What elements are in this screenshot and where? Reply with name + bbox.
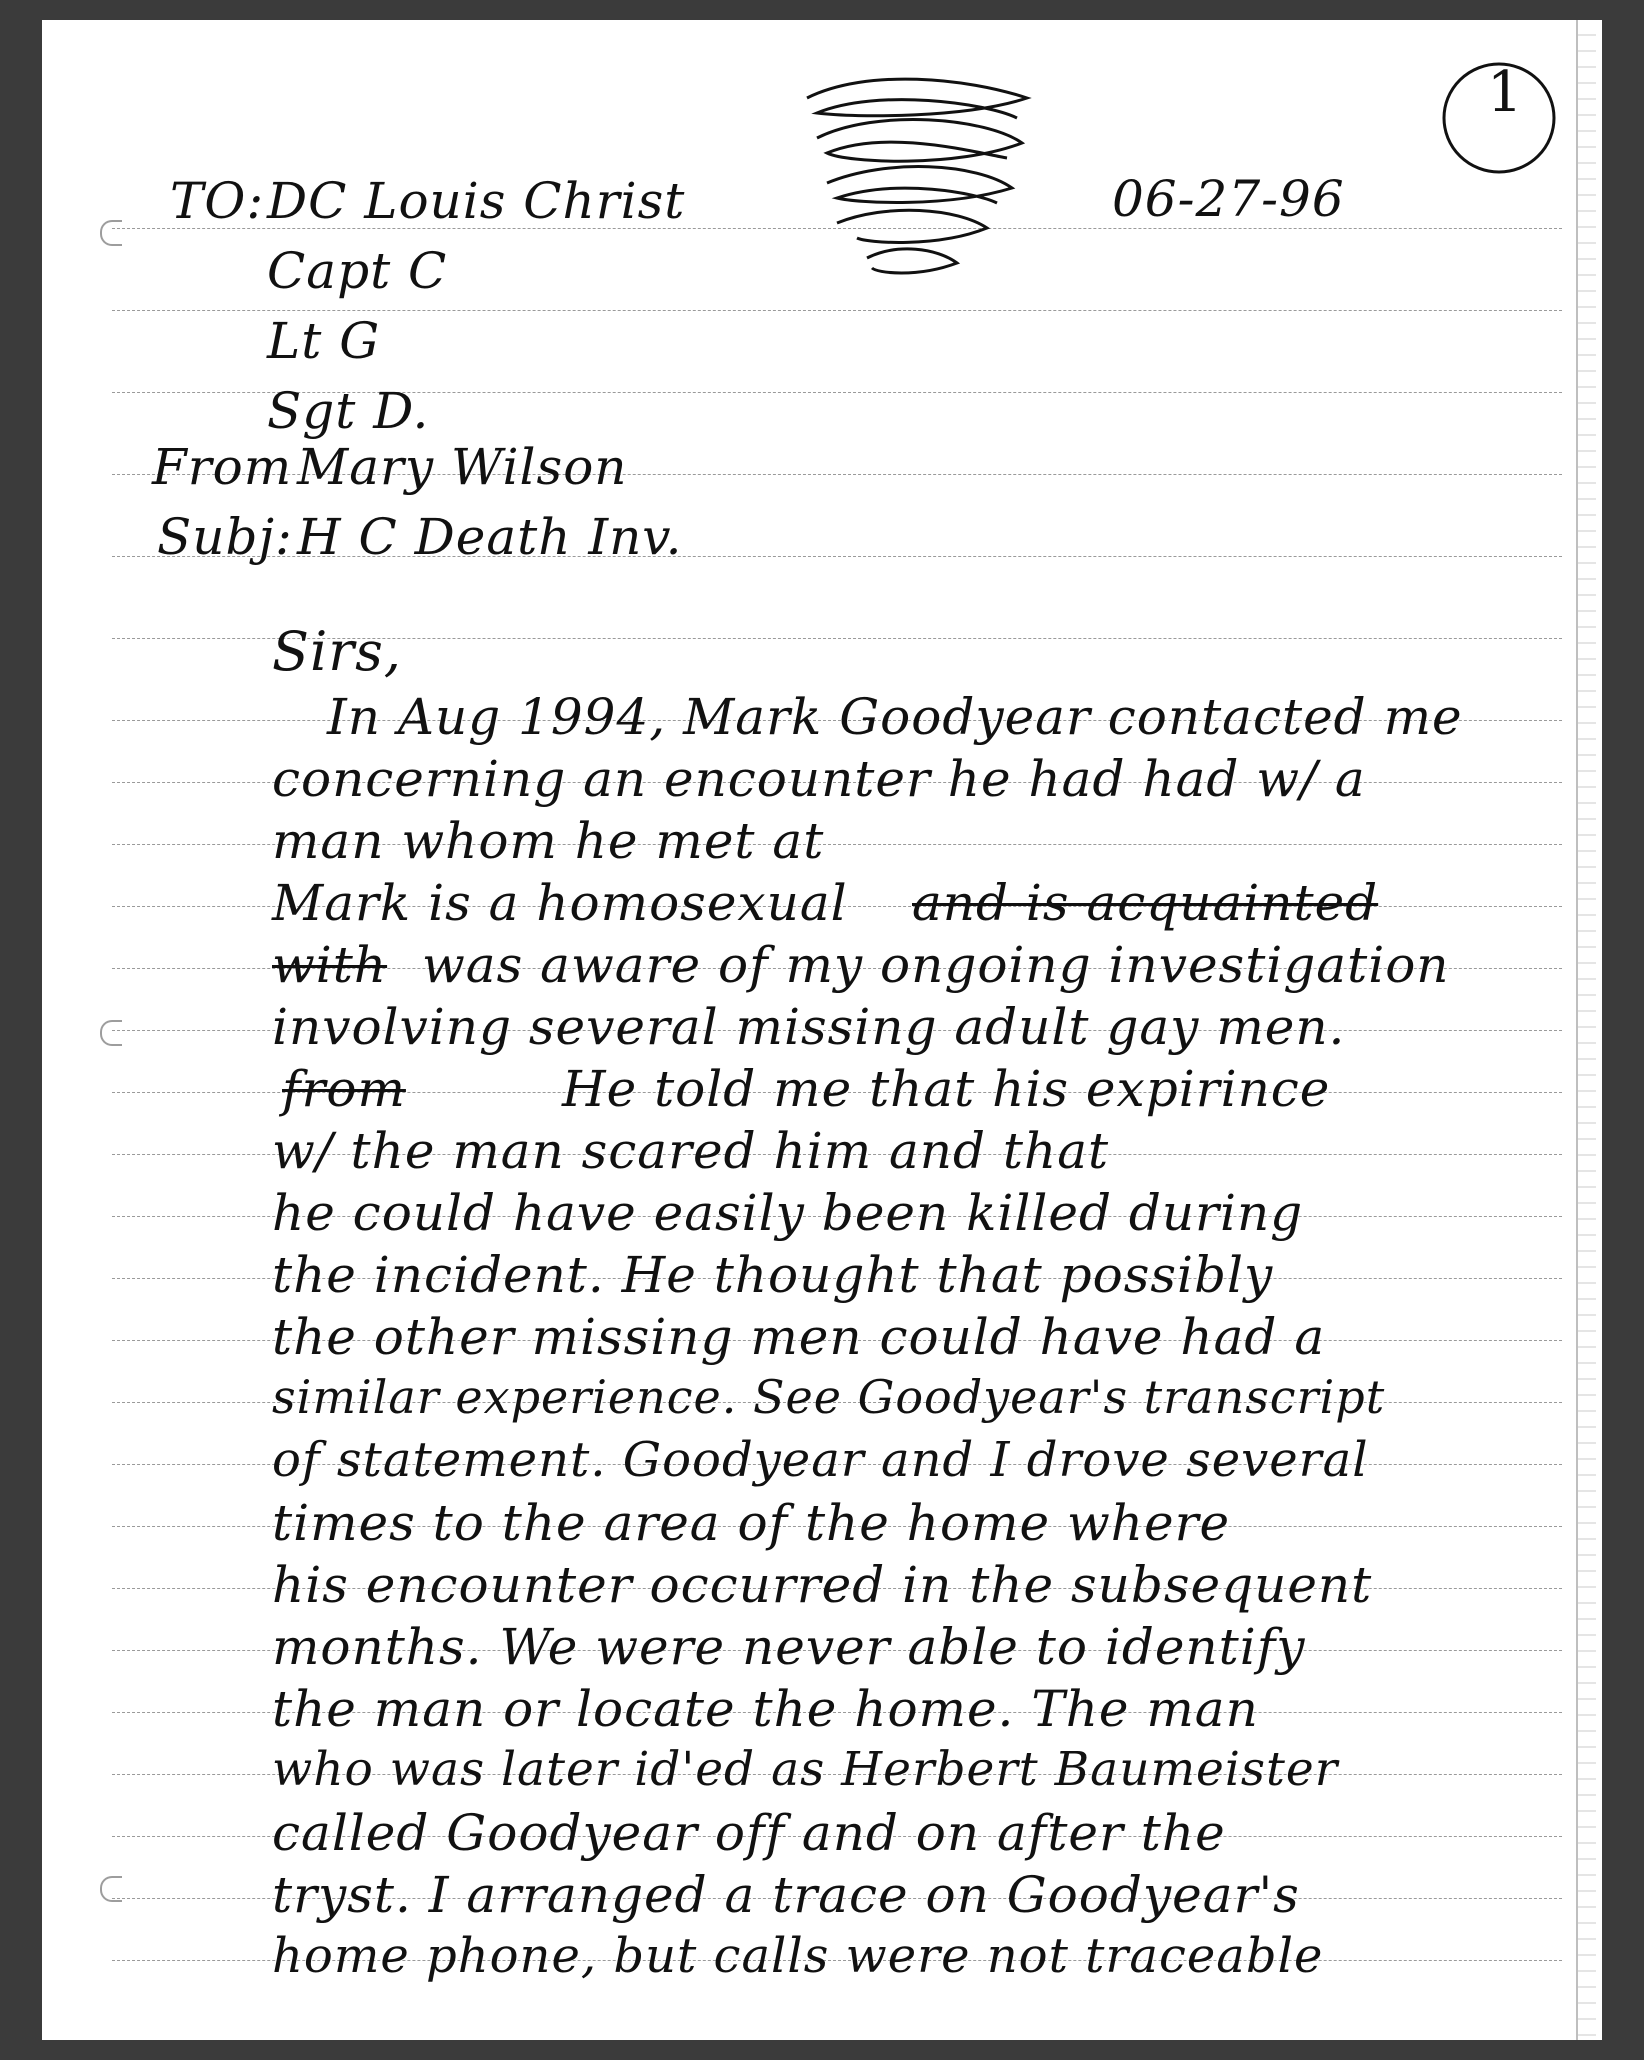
body-line-15: his encounter occurred in the subsequent [272, 1556, 1373, 1614]
page-edge [1576, 20, 1596, 2040]
body-line-11: the other missing men could have had a [272, 1308, 1326, 1366]
salutation: Sirs, [272, 620, 402, 683]
body-line-19: called Goodyear off and on after the [272, 1804, 1226, 1862]
recipient-2: Capt C [267, 242, 448, 300]
body-line-4: Mark is a homosexual [272, 874, 848, 932]
scribbled-out-mark [787, 58, 1047, 288]
body-line-20: tryst. I arranged a trace on Goodyear's [272, 1866, 1300, 1924]
body-line-14: times to the area of the home where [272, 1494, 1231, 1552]
punch-hole-mark [100, 1876, 122, 1902]
body-line-2: concerning an encounter he had had w/ a [272, 750, 1366, 808]
body-line-1: In Aug 1994, Mark Goodyear contacted me [327, 688, 1463, 746]
handwritten-memo-page [42, 20, 1602, 2040]
subject-text: H C Death Inv. [297, 508, 683, 566]
body-line-16: months. We were never able to identify [272, 1618, 1306, 1676]
body-line-10: the incident. He thought that possibly [272, 1246, 1274, 1304]
punch-hole-mark [100, 220, 122, 246]
body-line-8: w/ the man scared him and that [272, 1122, 1110, 1180]
body-line-18: who was later id'ed as Herbert Baumeister [272, 1742, 1339, 1797]
body-line-17: the man or locate the home. The man [272, 1680, 1259, 1738]
body-line-6: involving several missing adult gay men. [272, 998, 1346, 1056]
ruled-line [112, 310, 1562, 311]
recipient-4: Sgt D. [267, 382, 430, 440]
memo-date: 06-27-96 [1112, 170, 1345, 228]
body-line-12: similar experience. See Goodyear's transcript [272, 1370, 1386, 1424]
body-line-9: he could have easily been killed during [272, 1184, 1304, 1242]
page-number: 1 [1487, 60, 1524, 125]
subject-label: Subj: [157, 508, 293, 566]
recipient-1: DC Louis Christ [267, 172, 686, 230]
to-label: TO: [170, 172, 265, 230]
recipient-3: Lt G [267, 312, 381, 370]
struck-text-1: and is acquainted [912, 874, 1379, 932]
body-line-21: home phone, but calls were not traceable [272, 1928, 1324, 1984]
struck-text-3: from [282, 1060, 406, 1118]
punch-hole-mark [100, 1020, 122, 1046]
struck-text-2: with [272, 936, 388, 994]
body-line-5: was aware of my ongoing investigation [422, 936, 1450, 994]
body-line-3: man whom he met at [272, 812, 825, 870]
from-name: Mary Wilson [297, 438, 628, 496]
body-line-13: of statement. Goodyear and I drove several [272, 1432, 1369, 1488]
from-label: From [152, 438, 293, 496]
body-line-7: He told me that his expirince [562, 1060, 1331, 1118]
